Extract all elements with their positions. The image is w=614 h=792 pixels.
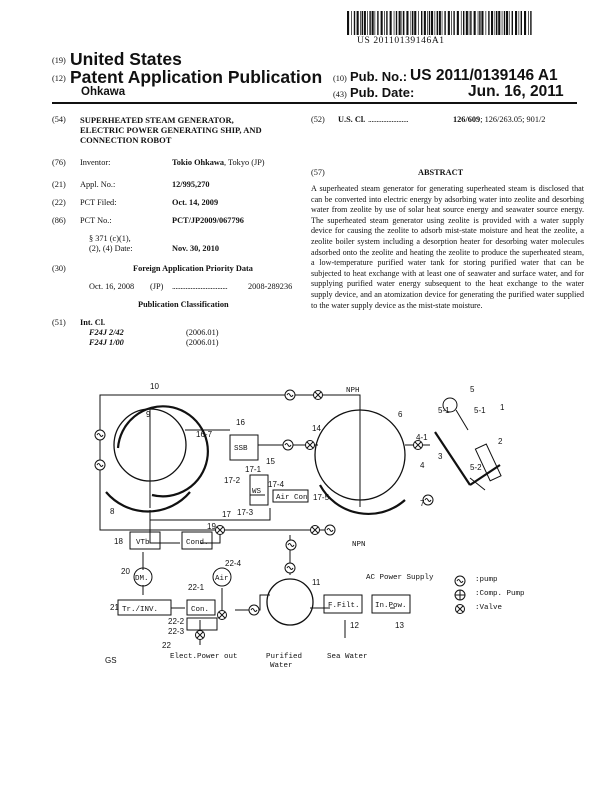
barcode-bar (403, 11, 404, 35)
left-boiler-unit (106, 406, 208, 511)
label-aircon: Air Con (276, 494, 308, 502)
barcode-bar (496, 11, 497, 35)
priority-country: (JP) (150, 282, 164, 291)
barcode-bar (421, 11, 422, 35)
outer-ring-upper (118, 406, 208, 496)
ref-17-3: 17-3 (237, 508, 254, 517)
ref-3: 3 (438, 452, 443, 461)
barcode-bar (411, 11, 412, 35)
barcode-bar (479, 11, 480, 35)
ref-10: 10 (150, 382, 159, 391)
intcl-2-date: (2006.01) (186, 338, 219, 347)
header-rule (52, 102, 577, 104)
barcode-bar (469, 11, 470, 35)
barcode-bar (439, 11, 441, 35)
label-trinv: Tr./INV. (122, 606, 159, 614)
barcode-bar (377, 11, 378, 35)
sun-ray-1 (456, 410, 468, 430)
s371-value: Nov. 30, 2010 (172, 244, 220, 253)
barcode-bar (384, 11, 385, 35)
label-elect-power: Elect.Power out (170, 653, 238, 661)
barcode-bar (444, 11, 445, 35)
barcode-bar (453, 11, 454, 35)
barcode-bar (427, 11, 428, 35)
label-purified-2: Water (270, 662, 293, 670)
barcode-bar (406, 11, 408, 35)
pub-type-code: (12) (52, 74, 66, 83)
label-air: Air (215, 575, 229, 583)
ref-16-7: 16-7 (196, 430, 213, 439)
priority-code: (30) (52, 264, 66, 273)
ref-17-1: 17-1 (245, 465, 262, 474)
abstract-title: ABSTRACT (418, 168, 464, 177)
pub-date-code: (43) (333, 90, 347, 99)
barcode-bar (481, 11, 483, 35)
title-code: (54) (52, 115, 66, 124)
ref-8: 8 (110, 507, 115, 516)
ref-22: 22 (162, 641, 171, 650)
barcode-bar (424, 11, 426, 35)
priority-date: Oct. 16, 2008 (89, 282, 135, 291)
uscl-rest: ; 126/263.05; 901/2 (480, 115, 546, 124)
ref-13: 13 (395, 621, 404, 630)
abstract-code: (57) (311, 168, 325, 177)
barcode-bar (451, 11, 452, 35)
barcode-bar (351, 11, 352, 35)
intcl-code: (51) (52, 318, 66, 327)
barcode-bar (435, 11, 436, 35)
priority-title: Foreign Application Priority Data (133, 264, 253, 273)
ref-7: 7 (420, 499, 425, 508)
ref-14: 14 (312, 424, 321, 433)
label-ws: WS (252, 488, 262, 496)
barcode-bar (515, 11, 517, 35)
ref-9: 9 (146, 410, 151, 419)
barcode-bar (502, 11, 503, 35)
ref-gs: GS (105, 656, 117, 665)
barcode-bar (399, 11, 401, 35)
barcode-bar (414, 11, 416, 35)
barcode-bar (530, 11, 531, 35)
barcode-bar (396, 11, 397, 35)
ref-12: 12 (350, 621, 359, 630)
label-sea-water: Sea Water (327, 653, 368, 661)
barcode-bar (498, 11, 500, 35)
ref-5-1a: 5-1 (438, 406, 450, 415)
barcode-bar (394, 11, 395, 35)
barcode-bar (521, 11, 522, 35)
system-diagram (0, 380, 614, 680)
barcode-bar (491, 11, 493, 35)
pub-date-value: Jun. 16, 2011 (468, 83, 564, 100)
legend-valve: :Valve (475, 604, 503, 612)
barcode-bar (386, 11, 387, 35)
barcode-bar (448, 11, 450, 35)
barcode-number: US 20110139146A1 (357, 36, 445, 46)
appl-label: Appl. No.: (80, 180, 116, 189)
intcl-2: F24J 1/00 (89, 338, 124, 347)
label-nph: NPH (346, 387, 360, 395)
barcode-bar (474, 11, 476, 35)
s371-line-2: (2), (4) Date: (89, 244, 133, 253)
pct-filed-label: PCT Filed: (80, 198, 117, 207)
country-code: (19) (52, 56, 66, 65)
s371-line-1: § 371 (c)(1), (89, 234, 131, 243)
intcl-1: F24J 2/42 (89, 328, 124, 337)
title-line-1: SUPERHEATED STEAM GENERATOR, (80, 115, 234, 125)
ref-4-1: 4-1 (416, 433, 428, 442)
ref-11: 11 (312, 578, 321, 587)
ref-5-2: 5-2 (470, 463, 482, 472)
barcode-bar (431, 11, 433, 35)
pct-no-value: PCT/JP2009/067796 (172, 216, 244, 225)
barcode-bar (367, 11, 368, 35)
barcode-bar (369, 11, 370, 35)
barcode-bar (470, 11, 471, 35)
pub-no-code: (10) (333, 74, 347, 83)
barcode-bar (519, 11, 520, 35)
ref-17: 17 (222, 510, 231, 519)
barcode-bar (402, 11, 403, 35)
barcode-bar (486, 11, 487, 35)
uscl-main: 126/609 (453, 115, 481, 124)
ref-22-2: 22-2 (168, 617, 185, 626)
ref-22-4: 22-4 (225, 559, 242, 568)
barcode-bar (478, 11, 479, 35)
inventor-label: Inventor: (80, 158, 111, 167)
pub-type: Patent Application Publication (70, 67, 323, 87)
barcode-bar (463, 11, 464, 35)
country: United States (70, 49, 182, 69)
barcode-bar (354, 11, 355, 35)
barcode-bar (364, 11, 366, 35)
barcode-bar (390, 11, 392, 35)
barcode-bar (504, 11, 505, 35)
label-npn: NPN (352, 541, 366, 549)
label-ffilt: F.Filt. (328, 602, 360, 610)
label-purified-1: Purified (266, 653, 303, 661)
ref-17-5: 17-5 (313, 493, 330, 502)
label-cond: Cond. (186, 539, 209, 547)
label-ssb: SSB (234, 445, 248, 453)
intcl-1-date: (2006.01) (186, 328, 219, 337)
barcode-bar (506, 11, 508, 35)
water-tank (267, 579, 313, 625)
barcode-bar (442, 11, 443, 35)
ref-5-1b: 5-1 (474, 406, 486, 415)
inventor-code: (76) (52, 158, 66, 167)
barcode-bar (418, 11, 419, 35)
pct-no-code: (86) (52, 216, 66, 225)
barcode-bar (461, 11, 462, 35)
ref-21: 21 (110, 603, 119, 612)
label-con: Con. (191, 606, 210, 614)
barcode-bar (495, 11, 496, 35)
box-con-lower (187, 618, 217, 630)
inventor-name: Tokio Ohkawa (172, 158, 225, 167)
ref-2: 2 (498, 437, 503, 446)
ref-22-3: 22-3 (168, 627, 185, 636)
inventor-location: , Tokyo (JP) (224, 158, 265, 167)
ref-4: 4 (420, 461, 425, 470)
label-ac-power: AC Power Supply (366, 574, 434, 582)
barcode-bar (466, 11, 468, 35)
boxes (118, 435, 410, 630)
ref-19: 19 (207, 522, 216, 531)
ref-16: 16 (236, 418, 245, 427)
barcode-bar (512, 11, 513, 35)
barcode-bar (381, 11, 383, 35)
ref-1: 1 (500, 403, 505, 412)
barcode-bar (357, 11, 359, 35)
barcode-bar (437, 11, 438, 35)
pub-date-label: Pub. Date: (350, 85, 415, 100)
pct-filed-code: (22) (52, 198, 66, 207)
pct-filed-value: Oct. 14, 2009 (172, 198, 219, 207)
uscl-field (453, 115, 545, 125)
pub-no-value: US 2011/0139146 A1 (410, 67, 558, 84)
barcode-bar (488, 11, 489, 35)
barcode-bar (362, 11, 363, 35)
pct-no-label: PCT No.: (80, 216, 112, 225)
intcl-label: Int. Cl. (80, 318, 106, 327)
legend-comp-pump: :Comp. Pump (475, 590, 525, 598)
barcode-bar (524, 11, 526, 35)
ref-17-2: 17-2 (224, 476, 241, 485)
pub-no-label: Pub. No.: (350, 69, 408, 84)
ref-22-1: 22-1 (188, 583, 205, 592)
appl-code: (21) (52, 180, 66, 189)
uscl-dots: ........................ (368, 115, 409, 124)
label-dm: DM. (135, 575, 149, 583)
barcode-bar (412, 11, 413, 35)
barcode-bar (375, 11, 376, 35)
inventor-field (172, 158, 265, 168)
barcode-bar (347, 11, 349, 35)
ref-6: 6 (398, 410, 403, 419)
priority-dots: ................................. (172, 282, 228, 291)
abstract-text: A superheated steam generator for generating superheated steam is disclosed that can be converted into electric energy by adsorbing water into zeolite and desorbing water from zeolite by use of solar heat source energy and seawater source energy. The superheated steam generator using zeolite is provided with a water supply device for causing the zeolite to adsorb mist-state moisture and heat the zeolite, a zeolite boiler system including a desorption heater for desorbing water molecules adsorbed onto the zeolite and heating the zeolite to produce the superheated steam, a low-temperature purified water tank for storing purified water that can be subjected to heat exchange with at least one of seawater and surface water, and for supplying purified water energy subsequent to the heat exchange to the water supply device, and an atomization device for generating the purified water supplied to the water supply device as the mist-state moisture. (311, 184, 584, 310)
ref-20: 20 (121, 567, 130, 576)
barcode-bar (457, 11, 459, 35)
label-inpow: In.Pow. (375, 602, 407, 610)
uscl-code: (52) (311, 115, 325, 124)
barcode-bar (429, 11, 430, 35)
barcode-bar (509, 11, 510, 35)
inventor-short: Ohkawa (81, 86, 126, 98)
uscl-label: U.S. Cl. (338, 115, 366, 124)
barcode-bar (528, 11, 529, 35)
ref-15: 15 (266, 457, 275, 466)
title-line-2: ELECTRIC POWER GENERATING SHIP, AND (80, 125, 262, 135)
priority-number: 2008-289236 (248, 282, 293, 291)
barcode-bar (372, 11, 374, 35)
barcode-bar (360, 11, 361, 35)
label-vtb: VTb (136, 539, 150, 547)
title-line-3: CONNECTION ROBOT (80, 135, 172, 145)
appl-value: 12/995,270 (172, 180, 210, 189)
ref-5: 5 (470, 385, 475, 394)
ref-17-4: 17-4 (268, 480, 285, 489)
pub-class-title: Publication Classification (138, 300, 229, 309)
legend-pump: :pump (475, 576, 498, 584)
ref-18: 18 (114, 537, 123, 546)
